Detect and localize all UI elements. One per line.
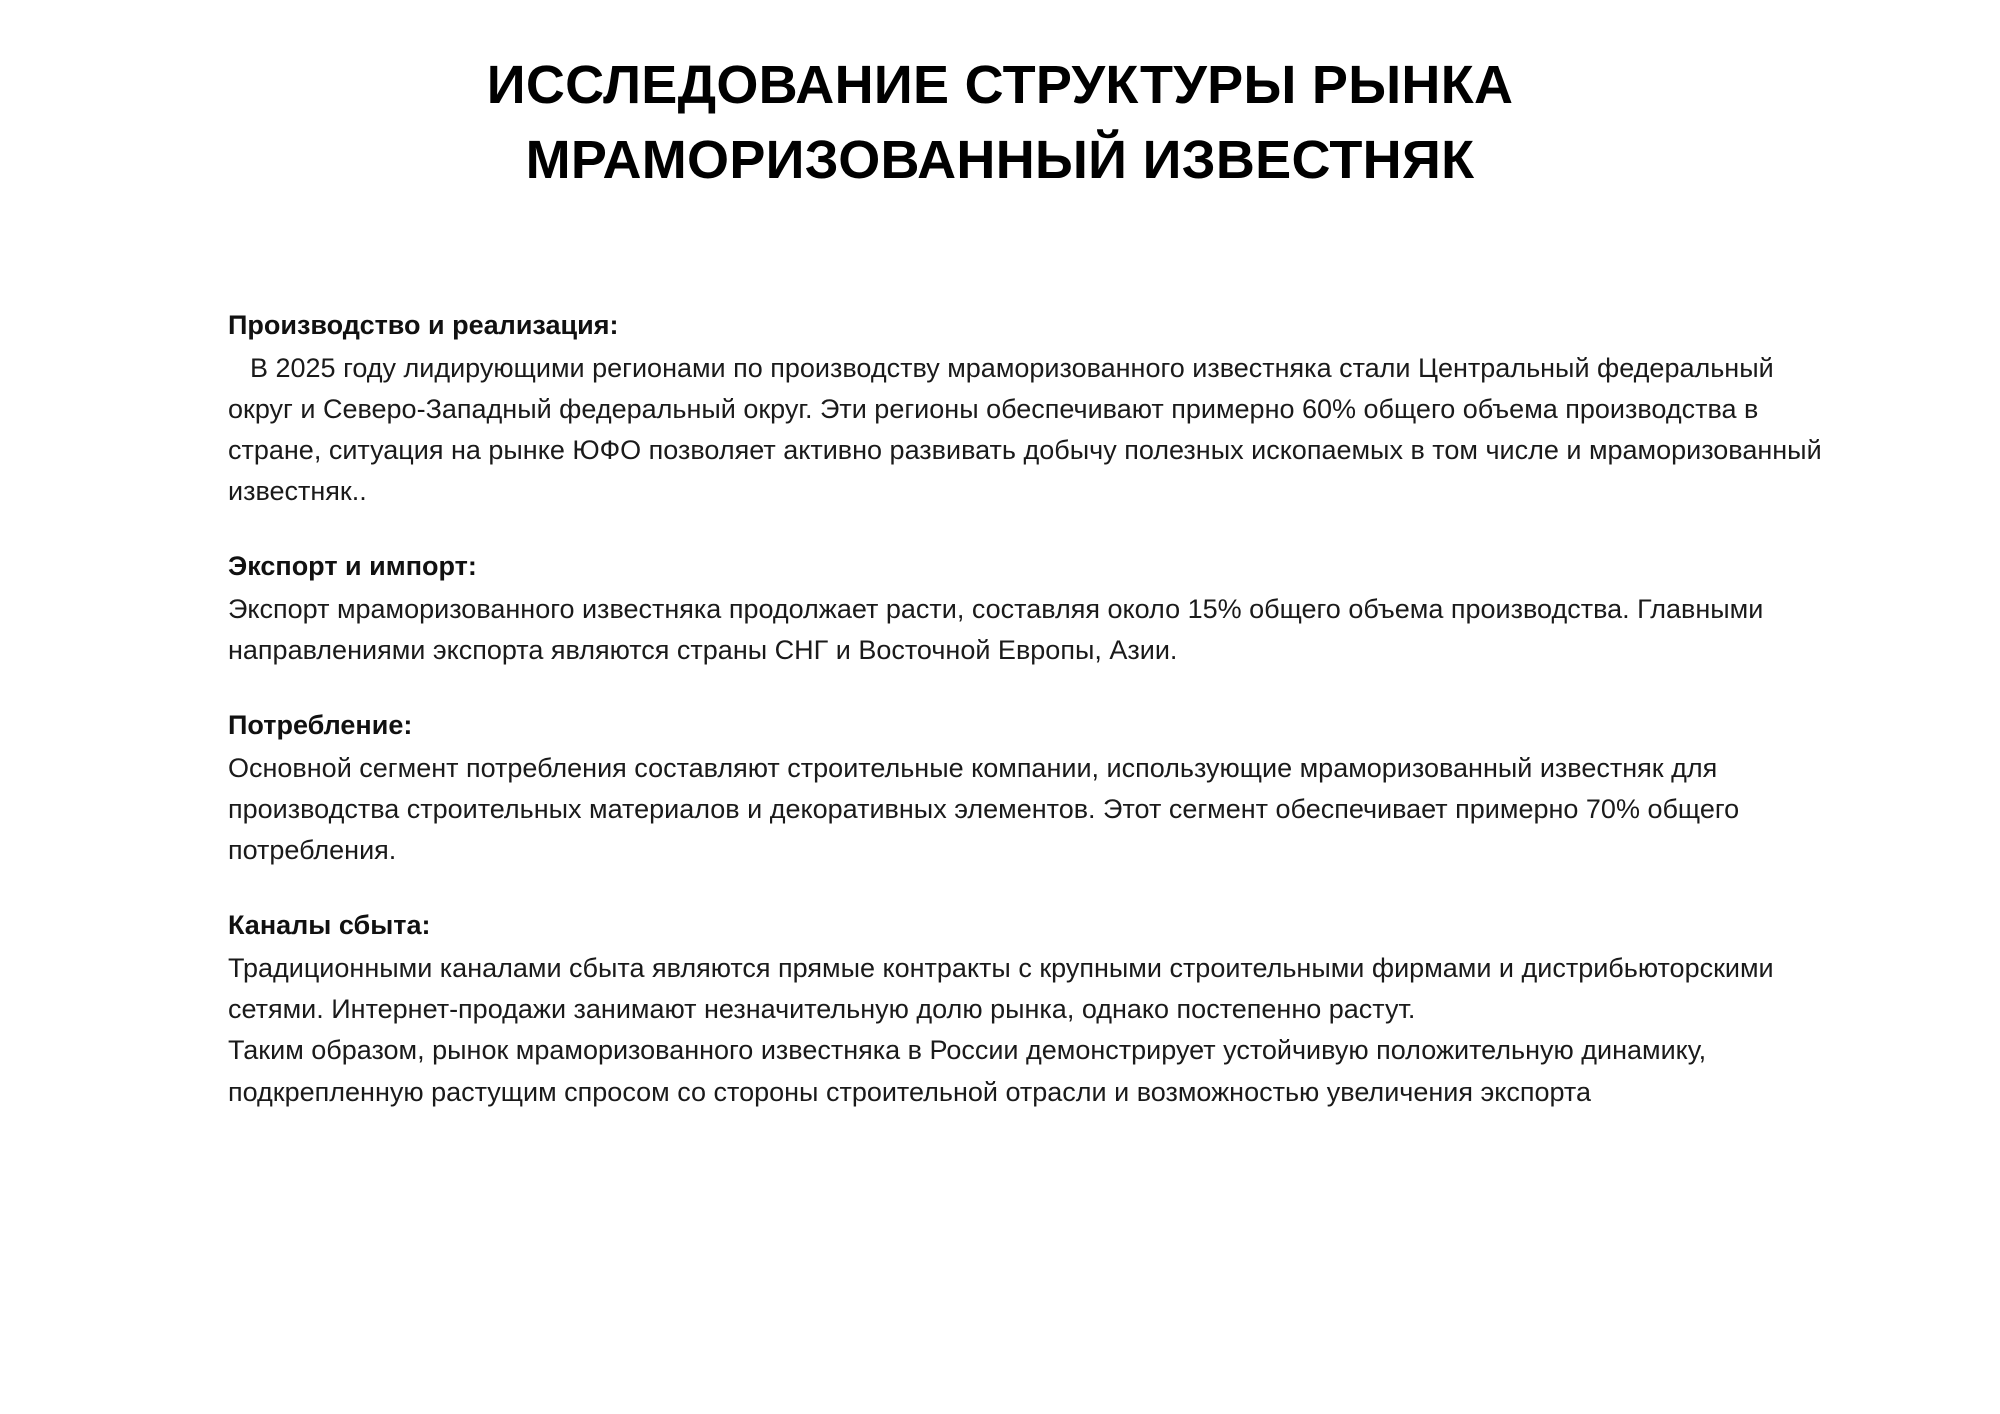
section-export bbox=[228, 546, 1828, 671]
section-heading-production: Производство и реализация: bbox=[228, 310, 619, 340]
paragraph: Основной сегмент потребления составляют строительные компании, использующие мраморизованный известняк для производства строительных материалов и декоративных элементов. Этот сегмент обеспечивает примерно 70% общего потребления. bbox=[228, 753, 1740, 866]
page-title-line-1: ИССЛЕДОВАНИЕ СТРУКТУРЫ РЫНКА bbox=[486, 55, 1514, 115]
paragraph: Экспорт мраморизованного известняка продолжает расти, составляя около 15% общего объема производства. Главными направлениями экспорта являются страны СНГ и Восточной Европы, Азии. bbox=[228, 594, 1764, 666]
section-consumption bbox=[228, 705, 1828, 871]
section-heading-consumption: Потребление: bbox=[228, 710, 413, 741]
section-production bbox=[228, 305, 1828, 512]
section-body-export bbox=[228, 589, 1828, 671]
paragraph: Таким образом, рынок мраморизованного известняка в России демонстрирует устойчивую положительную динамику, подкрепленную растущим спросом со стороны строительной отрасли и возможностью увеличения экспорта bbox=[228, 1035, 1707, 1107]
section-channels bbox=[228, 905, 1828, 1112]
paragraph: В 2025 году лидирующими регионами по производству мраморизованного известняка стали Центральный федеральный округ и Северо-Западный федеральный округ. Эти регионы обеспечивают примерно 60% общего объема производства в стране, ситуация на рынке ЮФО позволяет активно развивать добычу полезных ископаемых в том числе и мраморизованный известняк.. bbox=[228, 353, 1822, 507]
section-body-production bbox=[228, 348, 1828, 512]
section-heading-channels: Каналы сбыта: bbox=[228, 910, 431, 941]
page-title bbox=[0, 0, 2000, 197]
section-heading-export: Экспорт и импорт: bbox=[228, 551, 477, 582]
paragraph: Традиционными каналами сбыта являются прямые контракты с крупными строительными фирмами и дистрибьюторскими сетями. Интернет-продажи занимают незначительную долю рынка, однако постепенно растут. bbox=[228, 953, 1774, 1025]
page-title-line-2: МРАМОРИЗОВАННЫЙ ИЗВЕСТНЯК bbox=[525, 129, 1475, 190]
section-body-consumption bbox=[228, 748, 1828, 871]
document-body bbox=[228, 305, 1828, 1113]
section-body-channels bbox=[228, 948, 1828, 1112]
